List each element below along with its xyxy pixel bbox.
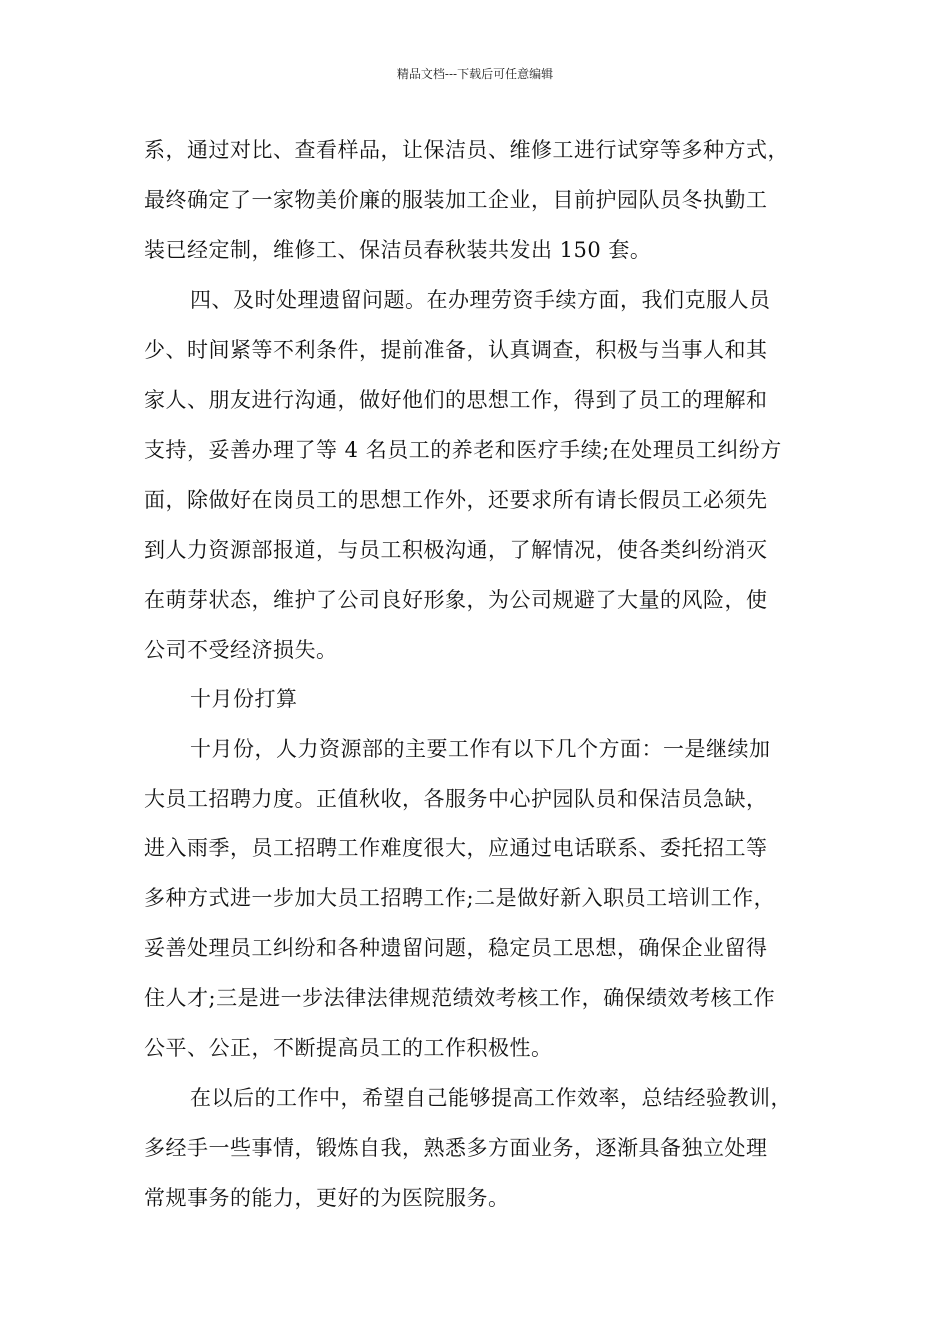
text-line: 少、时间紧等不利条件，提前准备，认真调查，积极与当事人和其 (144, 338, 768, 362)
text-line: 大员工招聘力度。正值秋收，各服务中心护园队员和保洁员急缺， (144, 787, 768, 811)
text-line: 常规事务的能力，更好的为医院服务。 (144, 1186, 510, 1210)
text-line: 到人力资源部报道，与员工积极沟通，了解情况，使各类纠纷消灭 (144, 538, 768, 562)
text-line: 装已经定制，维修工、保洁员春秋装共发出 150 套。 (144, 238, 652, 262)
page-header: 精品文档---下载后可任意编辑 (396, 67, 554, 81)
text-line: 最终确定了一家物美价廉的服装加工企业，目前护园队员冬执勤工 (144, 188, 768, 212)
text-line: 在萌芽状态，维护了公司良好形象，为公司规避了大量的风险，使 (144, 588, 768, 612)
text-line: 面，除做好在岗员工的思想工作外，还要求所有请长假员工必须先 (144, 488, 768, 512)
text-line: 家人、朋友进行沟通，做好他们的思想工作，得到了员工的理解和 (144, 388, 768, 412)
paragraph-first-line: 十月份，人力资源部的主要工作有以下几个方面：一是继续加 (190, 737, 771, 761)
text-line: 进入雨季，员工招聘工作难度很大，应通过电话联系、委托招工等 (144, 836, 768, 860)
text-line: 公司不受经济损失。 (144, 638, 338, 662)
text-line: 住人才;三是进一步法律法律规范绩效考核工作，确保绩效考核工作 (144, 986, 776, 1010)
text-line: 系，通过对比、查看样品，让保洁员、维修工进行试穿等多种方式， (144, 138, 789, 162)
text-line: 公平、公正，不断提高员工的工作积极性。 (144, 1036, 553, 1060)
paragraph-first-line: 四、及时处理遗留问题。在办理劳资手续方面，我们克服人员 (190, 288, 771, 312)
text-line: 妥善处理员工纠纷和各种遗留问题，稳定员工思想，确保企业留得 (144, 936, 768, 960)
section-heading: 十月份打算 (190, 687, 298, 711)
text-line: 多经手一些事情，锻炼自我，熟悉多方面业务，逐渐具备独立处理 (144, 1136, 768, 1160)
paragraph-first-line: 在以后的工作中，希望自己能够提高工作效率，总结经验教训， (190, 1086, 792, 1110)
text-line: 多种方式进一步加大员工招聘工作;二是做好新入职员工培训工作， (144, 886, 776, 910)
text-line: 支持，妥善办理了等 4 名员工的养老和医疗手续;在处理员工纠纷方 (144, 438, 782, 462)
